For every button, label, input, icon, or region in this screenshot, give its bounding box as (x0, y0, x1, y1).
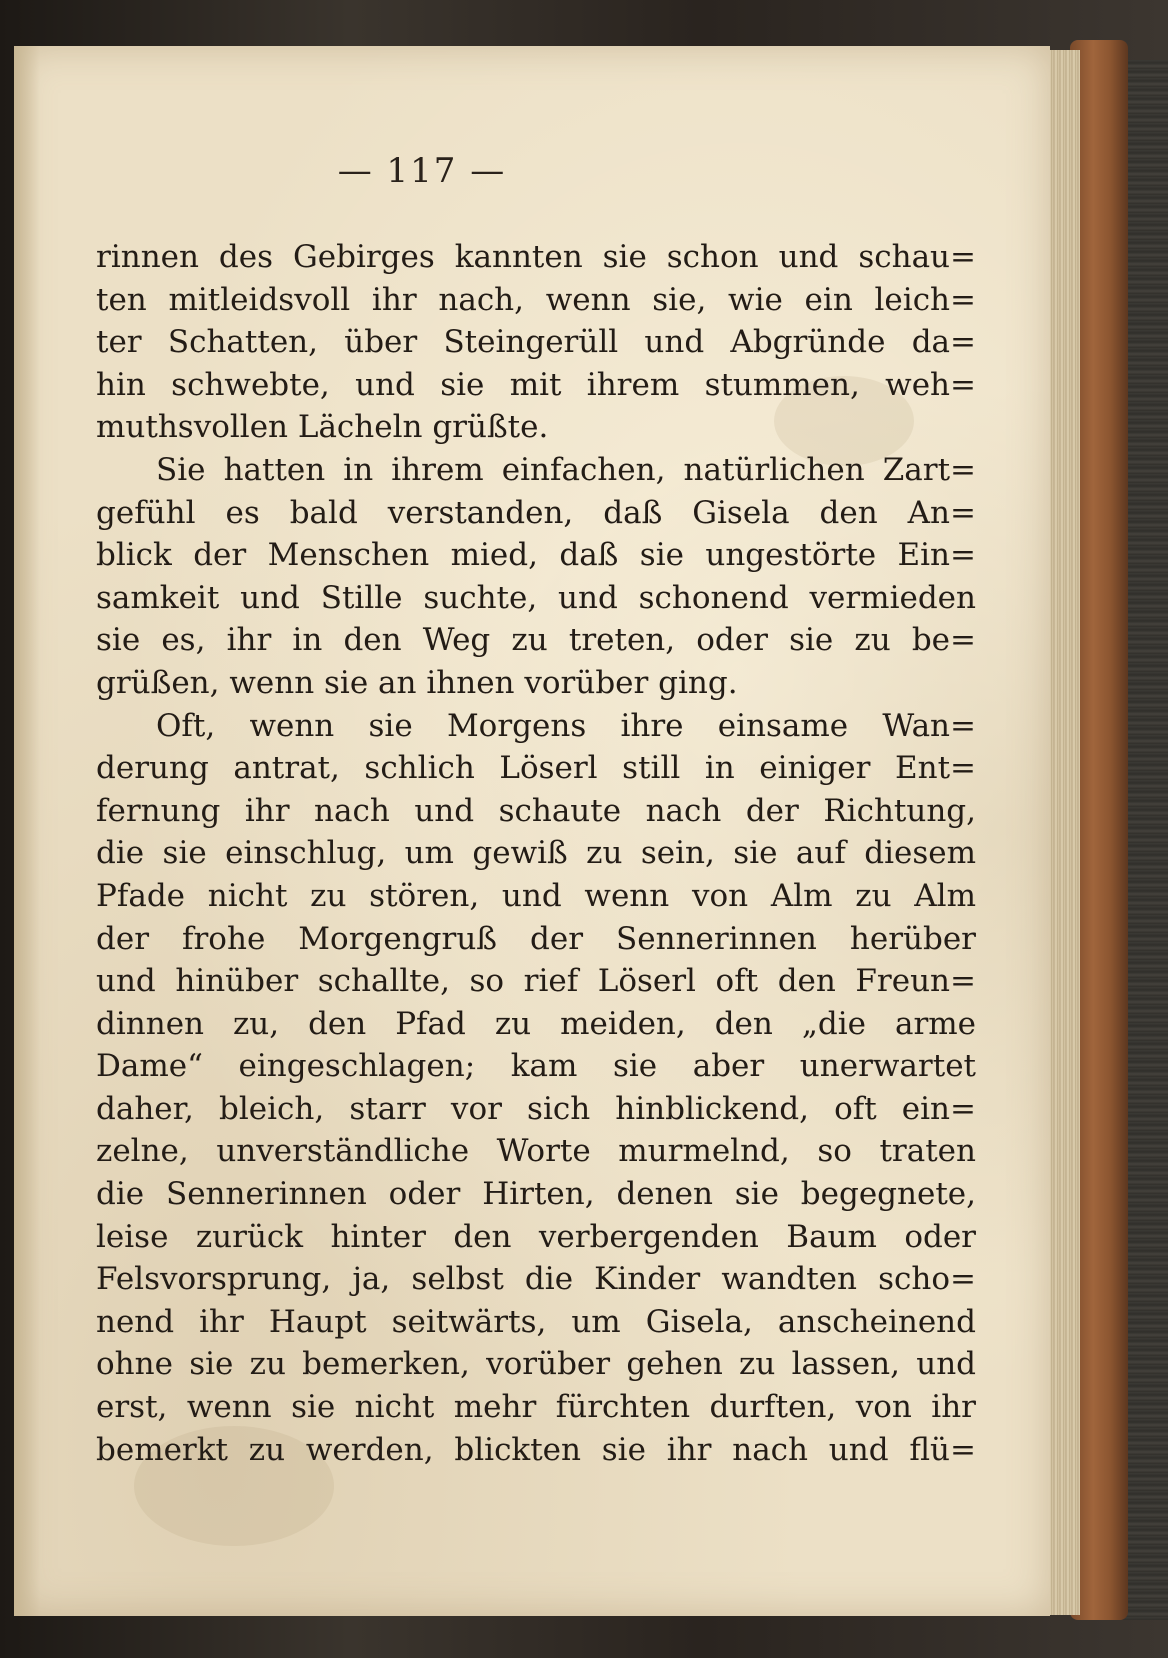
text-line: fernung ihr nach und schaute nach der Richtung, (96, 792, 976, 829)
text-line: sie es, ihr in den Weg zu treten, oder sie zu be= (96, 622, 976, 659)
text-line: zelne, unverständliche Worte murmelnd, so traten (96, 1133, 976, 1170)
page-body-text (96, 236, 976, 1471)
text-line: grüßen, wenn sie an ihnen vorüber ging. (96, 664, 738, 701)
text-line: erst, wenn sie nicht mehr fürchten durften, von ihr (96, 1389, 976, 1426)
text-line: nend ihr Haupt seitwärts, um Gisela, anscheinend (96, 1303, 976, 1340)
text-line: Oft, wenn sie Morgens ihre einsame Wan= (156, 707, 976, 744)
text-line: die Sennerinnen oder Hirten, denen sie begegnete, (96, 1176, 976, 1213)
text-line: Dame“ eingeschlagen; kam sie aber unerwartet (96, 1048, 976, 1085)
text-line: rinnen des Gebirges kannten sie schon und schau= (96, 239, 976, 275)
text-line: die sie einschlug, um gewiß zu sein, sie auf diesem (96, 835, 976, 872)
text-line: Pfade nicht zu stören, und wenn von Alm zu Alm (96, 877, 976, 914)
text-line: ohne sie zu bemerken, vorüber gehen zu lassen, und (96, 1346, 976, 1383)
text-line: muthsvollen Lächeln grüßte. (96, 409, 549, 446)
text-line: derung antrat, schlich Löserl still in einiger Ent= (96, 750, 976, 787)
text-line: dinnen zu, den Pfad zu meiden, den „die arme (96, 1005, 976, 1042)
text-line: blick der Menschen mied, daß sie ungestörte Ein= (96, 537, 976, 574)
text-line: hin schwebte, und sie mit ihrem stummen, weh= (96, 366, 976, 403)
text-line: Sie hatten in ihrem einfachen, natürlichen Zart= (156, 451, 976, 488)
text-line: samkeit und Stille suchte, und schonend vermieden (96, 579, 976, 616)
text-line: gefühl es bald verstanden, daß Gisela den An= (96, 494, 976, 531)
text-line: ten mitleidsvoll ihr nach, wenn sie, wie ein leich= (96, 281, 976, 318)
book-page (14, 46, 1050, 1616)
text-line: leise zurück hinter den verbergenden Baum oder (96, 1218, 976, 1255)
text-line: und hinüber schallte, so rief Löserl oft den Freun= (96, 963, 976, 1000)
text-line: Felsvorsprung, ja, selbst die Kinder wandten scho= (96, 1261, 976, 1298)
text-line: der frohe Morgengruß der Sennerinnen herüber (96, 920, 976, 957)
text-line: bemerkt zu werden, blickten sie ihr nach und flü= (96, 1431, 976, 1468)
page-gutter-shadow (14, 46, 40, 1616)
text-line: daher, bleich, starr vor sich hinblickend, oft ein= (96, 1090, 976, 1127)
page-number: — 117 — (337, 151, 507, 191)
text-line: ter Schatten, über Steingerüll und Abgründe da= (96, 324, 976, 361)
